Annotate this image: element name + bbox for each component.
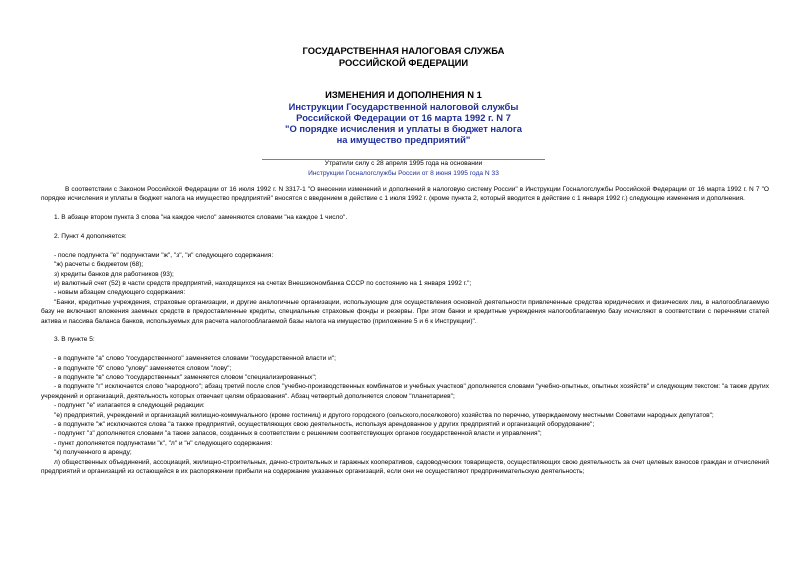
agency-line-1: ГОСУДАРСТВЕННАЯ НАЛОГОВАЯ СЛУЖБА bbox=[302, 45, 505, 56]
subtitle-line-3: "О порядке исчисления и уплаты в бюджет налога bbox=[285, 123, 522, 134]
section-3-item: - в подпункте "ж" исключаются слова "а также предприятий, осуществляющих свою деятельность, используя арендованное у других предприятий и организаций оборудование"; bbox=[54, 421, 595, 429]
section-3-item: - подпункт "з" дополняется словами "а также запасов, созданных в соответствии с решением соответствующих органов государственной власти и управления"; bbox=[54, 430, 542, 438]
agency-line-2: РОССИЙСКОЙ ФЕДЕРАЦИИ bbox=[338, 57, 469, 68]
section-2-quote: "Банки, кредитные учреждения, страховые организации, и другие аналогичные организации, использующие для осуществления основной деятельности привлеченные средства юридических и физических лиц, в налогооблагаемую базу не включают вложения заемных средств в предоставленные кредиты, специальные страховые фонды и резервы. При этом банки и кредитные учреждения налогооблагаемую базу исчисляют в соответствии с перечнями статей актива и пассива баланса банков, используемых для расчета налогооблагаемой базы налога на имущество (приложение 5 и 6 к Инструкции)". bbox=[41, 298, 769, 325]
document-body bbox=[41, 185, 769, 477]
section-3-item: - в подпункте "в" слово "государственных" заменяется словом "специализированных"; bbox=[54, 374, 317, 382]
section-2-item: и) валютный счет (52) в части средств предприятий, находящихся на счетах Внешэкономбанка СССР по состоянию на 1 января 1992 г."; bbox=[54, 280, 472, 288]
section-3-item: - в подпункте "а" слово "государственного" заменяется словами "государственной власти и"; bbox=[54, 355, 336, 363]
intro-paragraph: В соответствии с Законом Российской Федерации от 16 июля 1992 г. N 3317-1 "О внесении изменений и дополнений в налоговую систему России" в Инструкции Госналогслужбы Российской Федерации от 16 марта 1992 г. N 7 "О порядке исчисления и уплаты в бюджет налога на имущество предприятий" вносятся с введением в действие с 1 июля 1992 г. (кроме пункта 2, который вводится в действие с 1 января 1992 г.) следующие изменения и дополнения. bbox=[41, 186, 769, 203]
section-3-item: - в подпункте "б" слово "улову" заменяется словом "лову"; bbox=[54, 364, 232, 372]
section-2-title: 2. Пункт 4 дополняется: bbox=[54, 233, 127, 240]
subtitle-line-1: Инструкции Государственной налоговой службы bbox=[288, 101, 519, 112]
section-3-title: 3. В пункте 5: bbox=[54, 336, 95, 344]
section-2-item: - после подпункта "е" подпунктами "ж", "з", "и" следующего содержания: bbox=[54, 251, 274, 259]
section-2-item: "ж) расчеты с бюджетом (68); bbox=[54, 261, 144, 269]
section-2-item: з) кредиты банков для работников (93); bbox=[54, 270, 174, 278]
section-3-item-e-intro: - подпункт "е" излагается в следующей редакции: bbox=[54, 402, 205, 410]
section-3-item-g: - в подпункте "г" исключается слово "народного"; абзац третий после слов "учебно-производственных комбинатов и учебных участков" дополняется словами "учебно-опытных, опытных хозяйств" и следующим текстом: "а также других учреждений и организаций, деятельность которых отвечает целям образования". Абзац четвертый дополняется словом "планетариев"; bbox=[41, 383, 769, 400]
section-3-item-l: л) общественных объединений, ассоциаций, жилищно-строительных, дачно-строительных и гаражных кооперативов, садоводческих товариществ, осуществляющих свою деятельность за счет целевых взносов граждан и отчислений предприятий и организаций из остающейся в их распоряжении прибыли на содержание указанных организаций, если они не осуществляют предпринимательскую деятельность; bbox=[41, 458, 769, 476]
section-3-item: - пункт дополняется подпунктами "к", "л" и "н" следующего содержания: bbox=[54, 439, 273, 447]
subtitle-line-2: Российской Федерации от 16 марта 1992 г. N 7 bbox=[296, 112, 511, 123]
section-3-item: "к) полученного в аренду; bbox=[54, 449, 132, 457]
section-1: 1. В абзаце втором пункта 3 слова "на каждое число" заменяются словами "на каждое 1 число". bbox=[54, 214, 348, 222]
status-note-line-1: Утратили силу с 28 апреля 1995 года на основании bbox=[324, 160, 483, 167]
status-note-link[interactable]: Инструкции Госналогслужбы России от 8 июня 1995 года N 33 bbox=[308, 170, 499, 177]
section-3-item-e-text: "е) предприятий, учреждений и организаций жилищно-коммунального (кроме гостиниц) и другого городского (сельского,поселкового) хозяйства по перечню, утверждаемому местными Советами народных депутатов"; bbox=[54, 411, 714, 419]
subtitle-line-4: на имущество предприятий" bbox=[336, 134, 471, 145]
section-2-item: - новым абзацем следующего содержания: bbox=[54, 289, 186, 297]
document-title: ИЗМЕНЕНИЯ И ДОПОЛНЕНИЯ N 1 bbox=[325, 89, 482, 100]
